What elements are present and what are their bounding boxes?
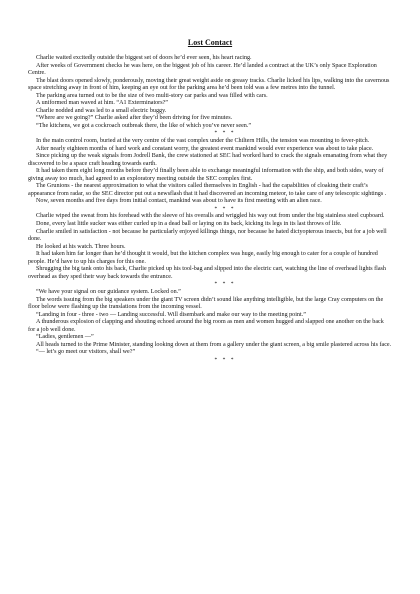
body-paragraph: A thunderous explosion of clapping and shouting echoed around the big room as men and women hugged and slapped one another on the back for a job well done. [28,319,384,333]
body-paragraph: Shrugging the big tank onto his back, Charlie picked up his tool-bag and slipped into the electric cart, watching the line of overhead lights flash overhead as they sped their way back towards the entrance. [28,266,386,280]
body-paragraph: “Landing in four - three - two — Landing successful. Will disembark and make our way to the meeting point.” [36,311,306,318]
body-paragraph: “The kitchens, we got a cockroach outbreak there, the like of which you’ve never seen.” [36,122,252,129]
body-paragraph: “Ladies, gentlemen —” [36,334,94,341]
body-paragraph: “Where are we going?” Charlie asked after they’d been driving for five minutes. [36,115,233,122]
body-paragraph: The words issuing from the big speakers under the giant TV screen didn’t sound like anything intelligible, but the large Cray computers on the floor below were flashing up the translations from the incoming vessel. [28,296,384,311]
body-paragraph: Charlie nodded and was led to a small electric buggy. [36,107,167,114]
body-paragraph: After nearly eighteen months of hard work and constant worry, the greatest event mankind would ever experience was about to take place. [36,145,374,152]
body-paragraph: “— let’s go meet our visitors, shall we?” [36,349,136,356]
body-paragraph: The blast doors opened slowly, ponderously, moving their great weight aside on greasy tracks. Charlie licked his lips, walking into the cavernous space stretching away in front of him, keeping an eye out for the parking area he’d been told was a few metres into the tunnel. [28,77,390,92]
section-separator: * * * [214,205,236,212]
body-paragraph: All heads turned to the Prime Minister, standing looking down at them from a gallery under the giant screen, a big smile plastered across his face. [36,341,392,348]
body-paragraph: In the main control room, buried at the very centre of the vast complex under the Chiltern Hills, the tension was mounting to fever-pitch. [36,138,370,145]
body-paragraph: Since picking up the weak signals from Jodrell Bank, the crew stationed at SEC had worked hard to crack the signals emanating from what they discovered to be a space craft heading towards earth. [28,153,388,167]
body-paragraph: “We have your signal on our guidance system. Locked on.” [36,288,181,295]
body-paragraph: It had taken them eight long months before they’d finally been able to exchange meaningful information with the ship, and both sides, wary of giving away too much, had agreed to an exploratory meeting outside the SEC complex first. [28,168,384,182]
section-separator: * * * [214,130,236,137]
body-paragraph: He looked at his watch. Three hours. [36,243,126,250]
body-paragraph: The Grunions - the nearest approximation to what the visitors called themselves in English - had the capabilities of cloaking their craft’s appearance from radar, so the SEC director put out a newsflash that it had discovered an incoming meteor, to take care of any telescopic sightings . [28,183,387,197]
body-paragraph: A uniformed man waved at him. “A1 Exterminators?” [36,100,168,107]
section-separator: * * * [214,281,236,288]
section-separator: * * * [214,356,236,363]
body-paragraph: It had taken him far longer than he’d thought it would, but the kitchen complex was huge, easily big enough to cater for a couple of hundred people. He’d have to up his charges for this one. [28,251,378,265]
body-paragraph: The parking area turned out to be the size of two multi-story car parks and was filled with cars. [36,92,268,99]
body-paragraph: After weeks of Government checks he was here, on the biggest job of his career. He’d landed a contract at the UK’s only Space Exploration Centre. [28,62,377,77]
body-paragraph: Done, every last little sucker was either curled up in a dead ball or laying on its back, kicking its legs in its last throws of life. [36,221,342,228]
body-paragraph: Now, seven months and five days from initial contact, mankind was about to have its first meeting with an alien race. [36,198,322,205]
body-paragraph: Charlie smiled in satisfaction - not because he particularly enjoyed killings things, nor because he hated dictyopterous insects, but for a job well done. [28,228,387,243]
document-body [28,55,392,364]
body-paragraph: Charlie wiped the sweat from his forehead with the sleeve of his overalls and wriggled his way out from under the big stainless steel cupboard. [36,213,385,220]
body-paragraph: Charlie waited excitedly outside the biggest set of doors he’d ever seen, his heart racing. [36,55,252,61]
document-title: Lost Contact [187,38,233,47]
